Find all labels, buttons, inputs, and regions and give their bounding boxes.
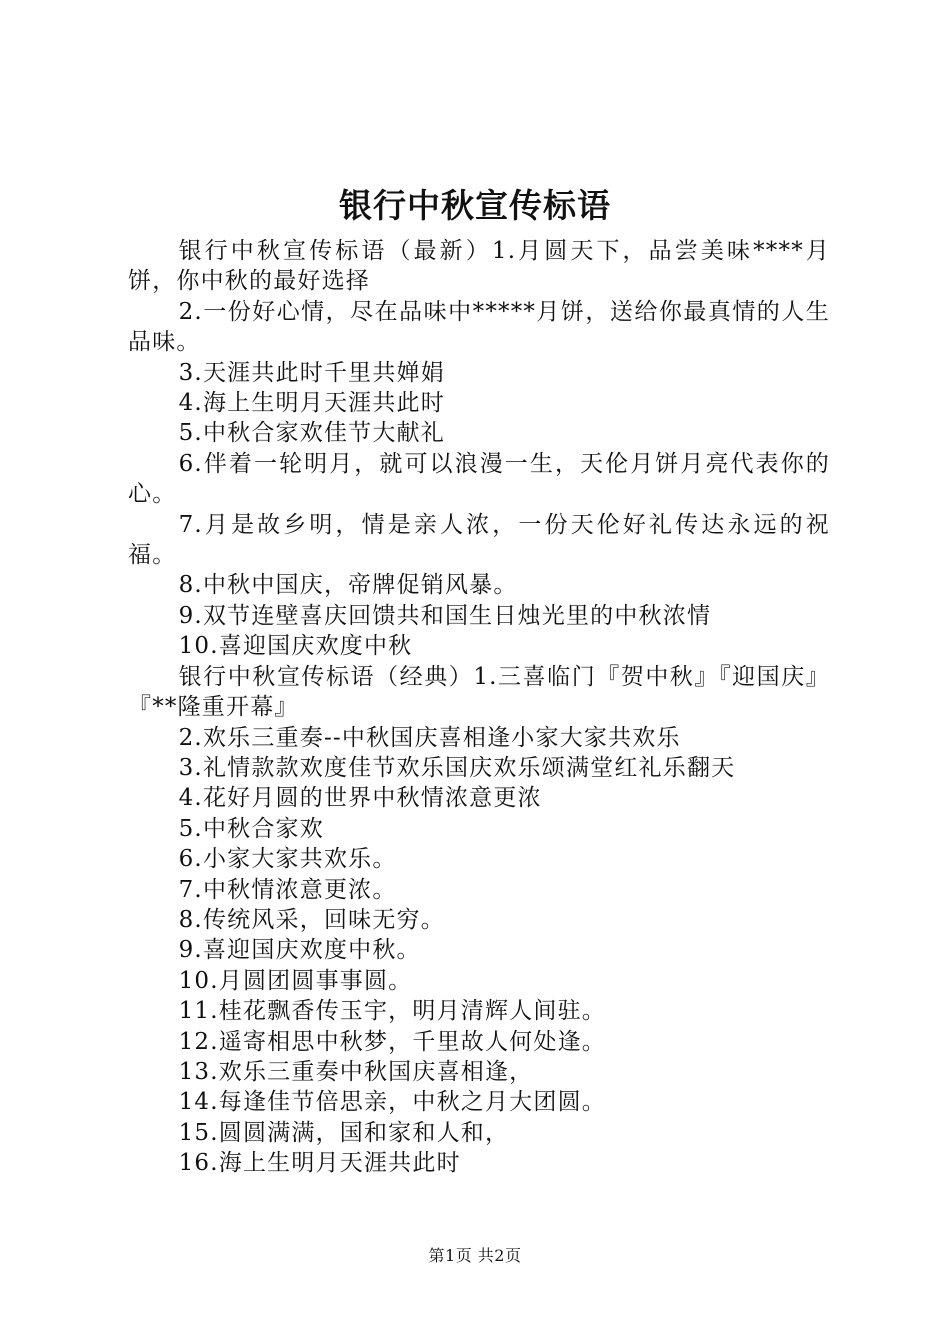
paragraph: 15.圆圆满满，国和家和人和， — [178, 1119, 510, 1146]
paragraph: 5.中秋合家欢佳节大献礼 — [178, 420, 445, 447]
paragraph: 3.天涯共此时千里共婵娟 — [178, 359, 445, 386]
paragraph: 9.双节连壁喜庆回馈共和国生日烛光里的中秋浓情 — [178, 602, 712, 629]
paragraph: 12.遥寄相思中秋梦，千里故人何处逢。 — [178, 1028, 606, 1055]
paragraph: 9.喜迎国庆欢度中秋。 — [178, 937, 421, 964]
paragraph: 7.月是故乡明，情是亲人浓，一份天伦好礼传达永远的祝福。 — [128, 511, 830, 569]
paragraph: 2.一份好心情，尽在品味中*****月饼，送给你最真情的人生品味。 — [128, 298, 830, 356]
paragraph: 11.桂花飘香传玉宇，明月清辉人间驻。 — [178, 998, 606, 1025]
paragraph: 7.中秋情浓意更浓。 — [178, 876, 397, 903]
paragraph: 16.海上生明月天涯共此时 — [178, 1150, 461, 1177]
paragraph: 10.月圆团圆事事圆。 — [178, 967, 413, 994]
paragraph: 14.每逢佳节倍思亲，中秋之月大团圆。 — [178, 1089, 606, 1116]
paragraph: 6.小家大家共欢乐。 — [178, 846, 397, 873]
paragraph: 银行中秋宣传标语（经典）1.三喜临门『贺中秋』『迎国庆』『**隆重开幕』 — [128, 663, 830, 721]
paragraph: 5.中秋合家欢 — [178, 815, 324, 842]
paragraph: 8.中秋中国庆，帝牌促销风暴。 — [178, 572, 518, 599]
paragraph: 10.喜迎国庆欢度中秋 — [178, 633, 413, 660]
paragraph: 6.伴着一轮明月，就可以浪漫一生，天伦月饼月亮代表你的心。 — [128, 450, 830, 508]
page-number-footer: 第1页 共2页 — [428, 1246, 522, 1265]
paragraph: 8.传统风采，回味无穷。 — [178, 906, 445, 933]
document-body — [128, 236, 830, 1179]
paragraph: 4.花好月圆的世界中秋情浓意更浓 — [178, 785, 542, 812]
paragraph: 13.欢乐三重奏中秋国庆喜相逢， — [178, 1058, 534, 1085]
paragraph: 4.海上生明月天涯共此时 — [178, 390, 445, 417]
paragraph: 3.礼情款款欢度佳节欢乐国庆欢乐颂满堂红礼乐翻天 — [178, 754, 736, 781]
paragraph: 银行中秋宣传标语（最新）1.月圆天下，品尝美味****月饼，你中秋的最好选择 — [128, 238, 830, 295]
paragraph: 2.欢乐三重奏--中秋国庆喜相逢小家大家共欢乐 — [178, 724, 681, 751]
document-title: 银行中秋宣传标语 — [339, 186, 611, 225]
